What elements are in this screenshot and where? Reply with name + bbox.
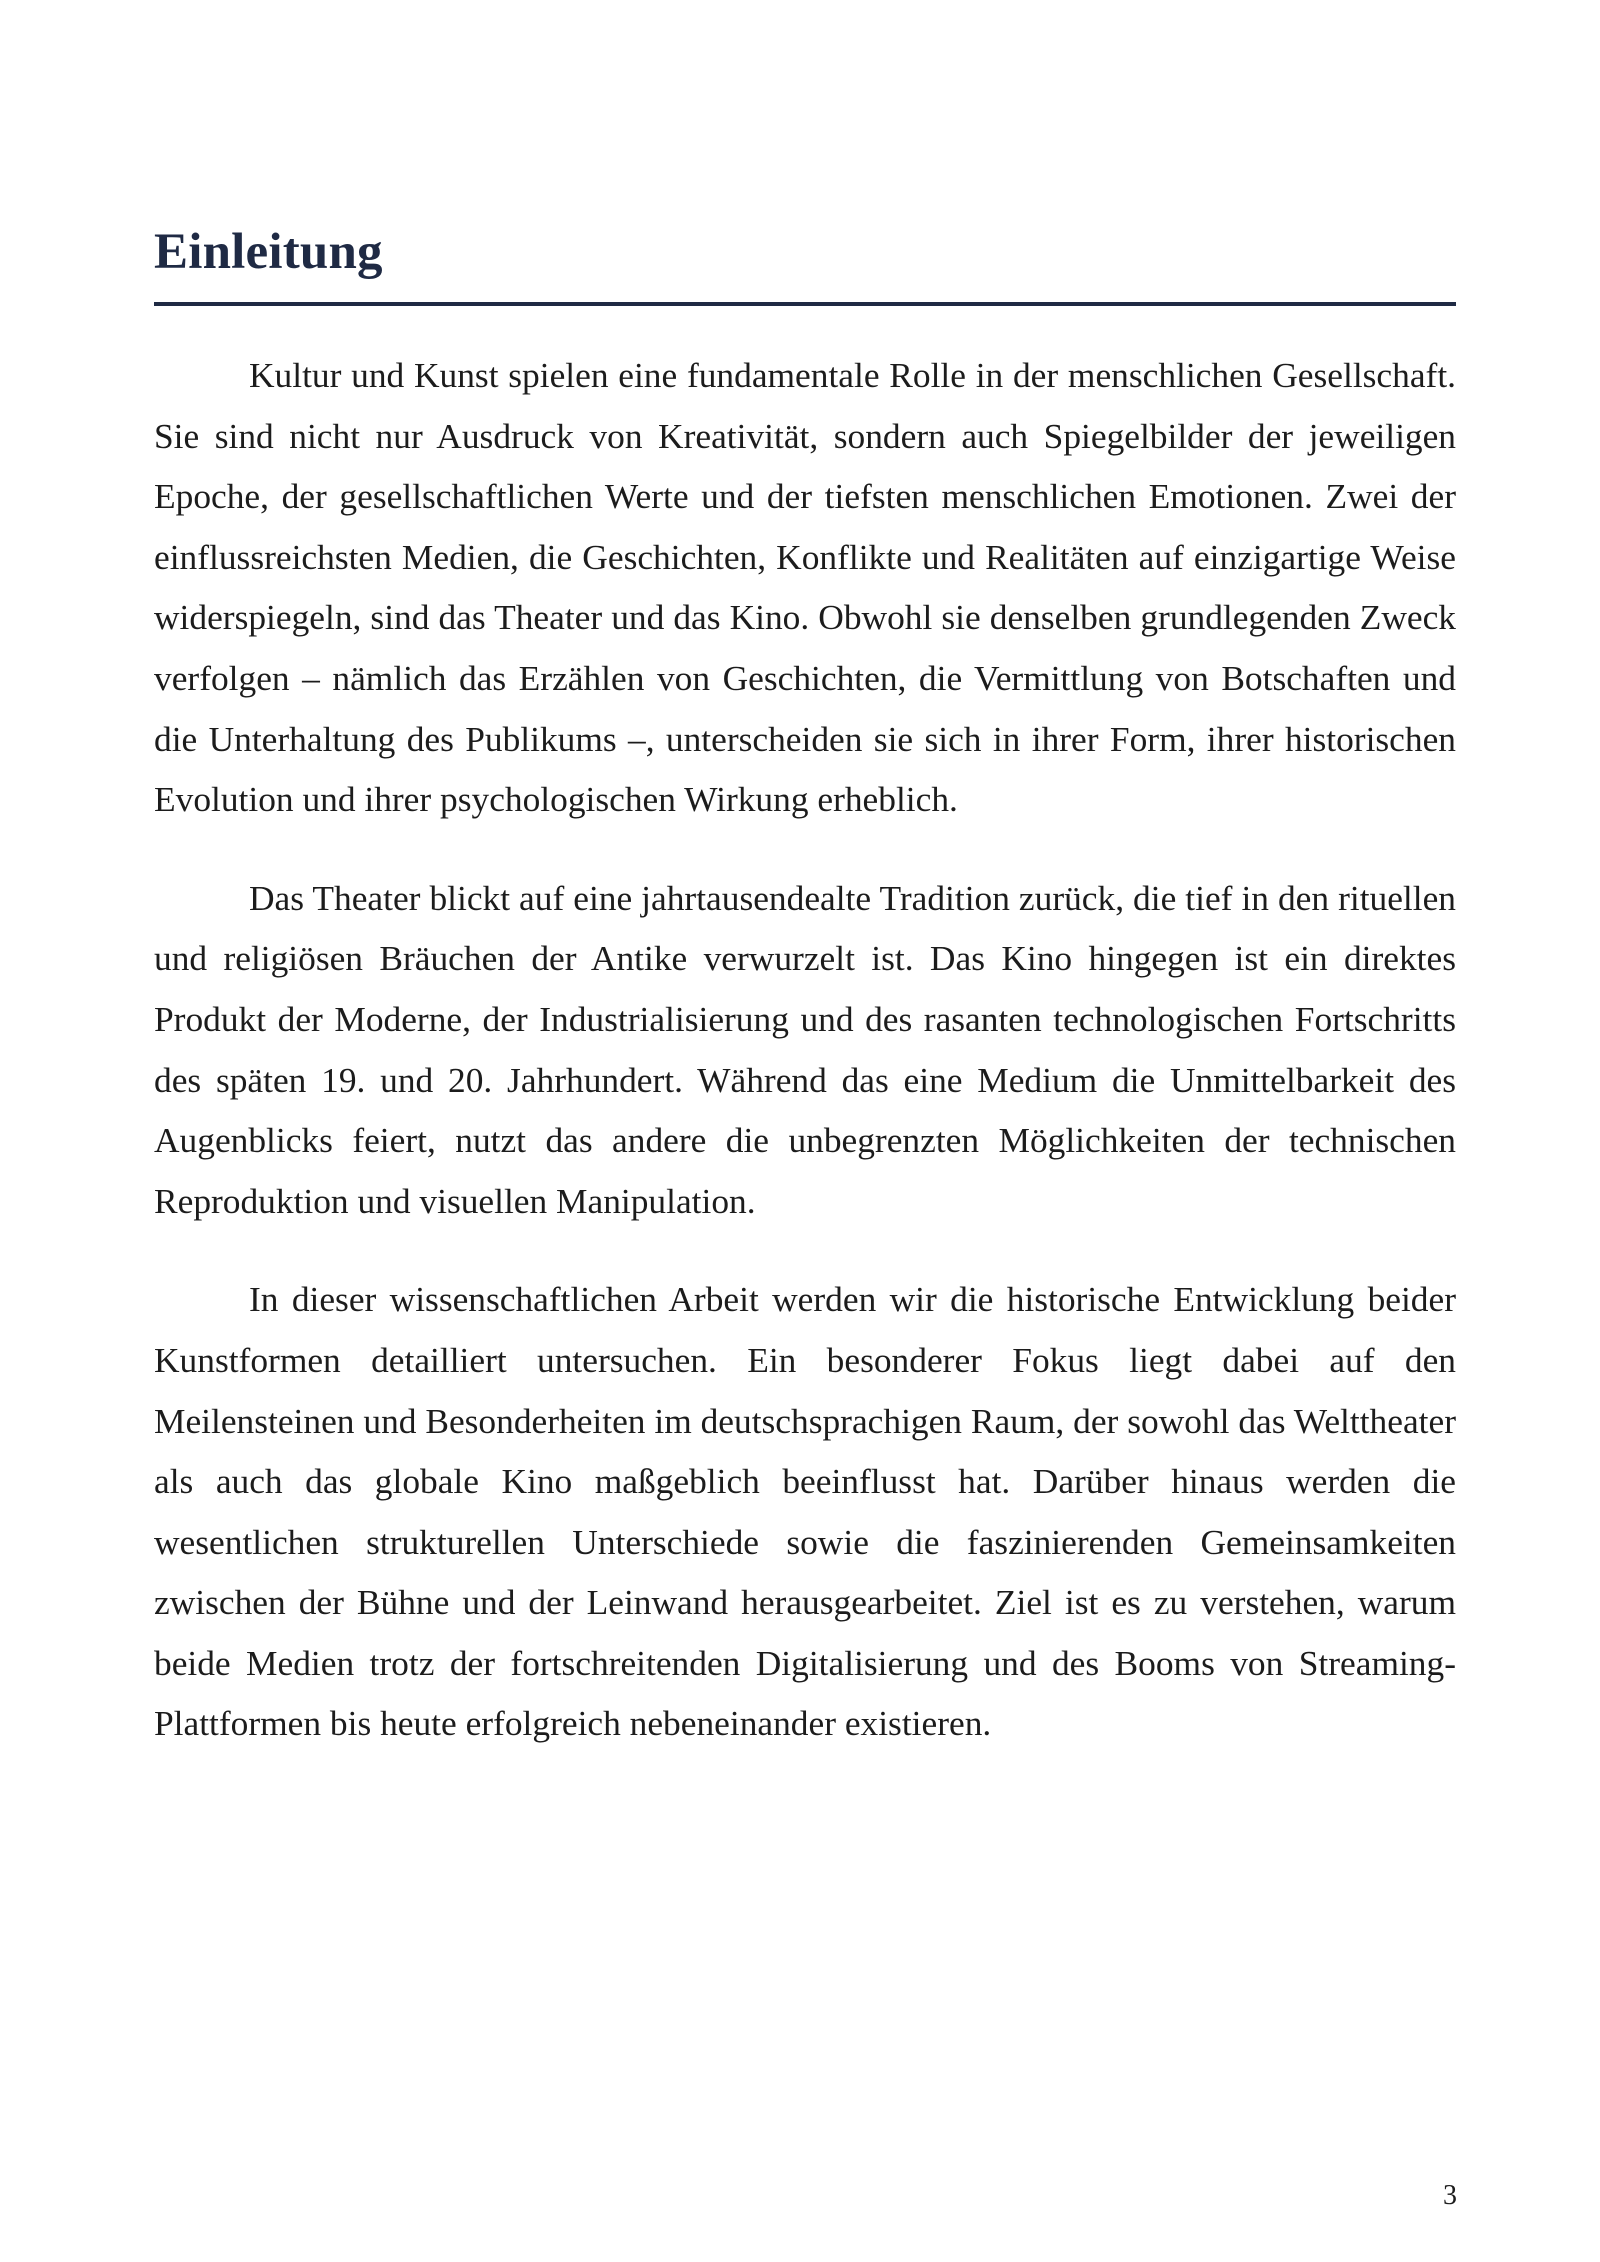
paragraph-3: In dieser wissenschaftlichen Arbeit werden wir die historische Entwicklung beider Kunstformen detailliert untersuchen. Ein besonderer Fokus liegt dabei auf den Meilensteinen und Besonderheiten im deutschsprachigen Raum, der sowohl das Welttheater als auch das globale Kino maßgeblich beeinflusst hat. Darüber hinaus werden die wesentlichen strukturellen Unterschiede sowie die faszinierenden Gemeinsamkeiten zwischen der Bühne und der Leinwand herausgearbeitet. Ziel ist es zu verstehen, warum beide Medien trotz der fortschreitenden Digitalisierung und des Booms von Streaming-Plattformen bis heute erfolgreich nebeneinander existieren. (154, 1279, 1456, 1744)
heading-rule (154, 302, 1456, 306)
page-content (154, 222, 1456, 1792)
chapter-heading: Einleitung (154, 224, 383, 280)
page-number: 3 (1443, 2180, 1457, 2211)
paragraph-2: Das Theater blickt auf eine jahrtausendealte Tradition zurück, die tief in den rituellen und religiösen Bräuchen der Antike verwurzelt ist. Das Kino hingegen ist ein direktes Produkt der Moderne, der Industrialisierung und des rasanten technologischen Fortschritts des späten 19. und 20. Jahrhundert. Während das eine Medium die Unmittelbarkeit des Augenblicks feiert, nutzt das andere die unbegrenzten Möglichkeiten der technischen Reproduktion und visuellen Manipulation. (154, 877, 1456, 1221)
body-text (154, 345, 1456, 1754)
paragraph-1: Kultur und Kunst spielen eine fundamentale Rolle in der menschlichen Gesellschaft. Sie sind nicht nur Ausdruck von Kreativität, sondern auch Spiegelbilder der jeweiligen Epoche, der gesellschaftlichen Werte und der tiefsten menschlichen Emotionen. Zwei der einflussreichsten Medien, die Geschichten, Konflikte und Realitäten auf einzigartige Weise widerspiegeln, sind das Theater und das Kino. Obwohl sie denselben grundlegenden Zweck verfolgen – nämlich das Erzählen von Geschichten, die Vermittlung von Botschaften und die Unterhaltung des Publikums –, unterscheiden sie sich in ihrer Form, ihrer historischen Evolution und ihrer psychologischen Wirkung erheblich. (154, 355, 1456, 820)
